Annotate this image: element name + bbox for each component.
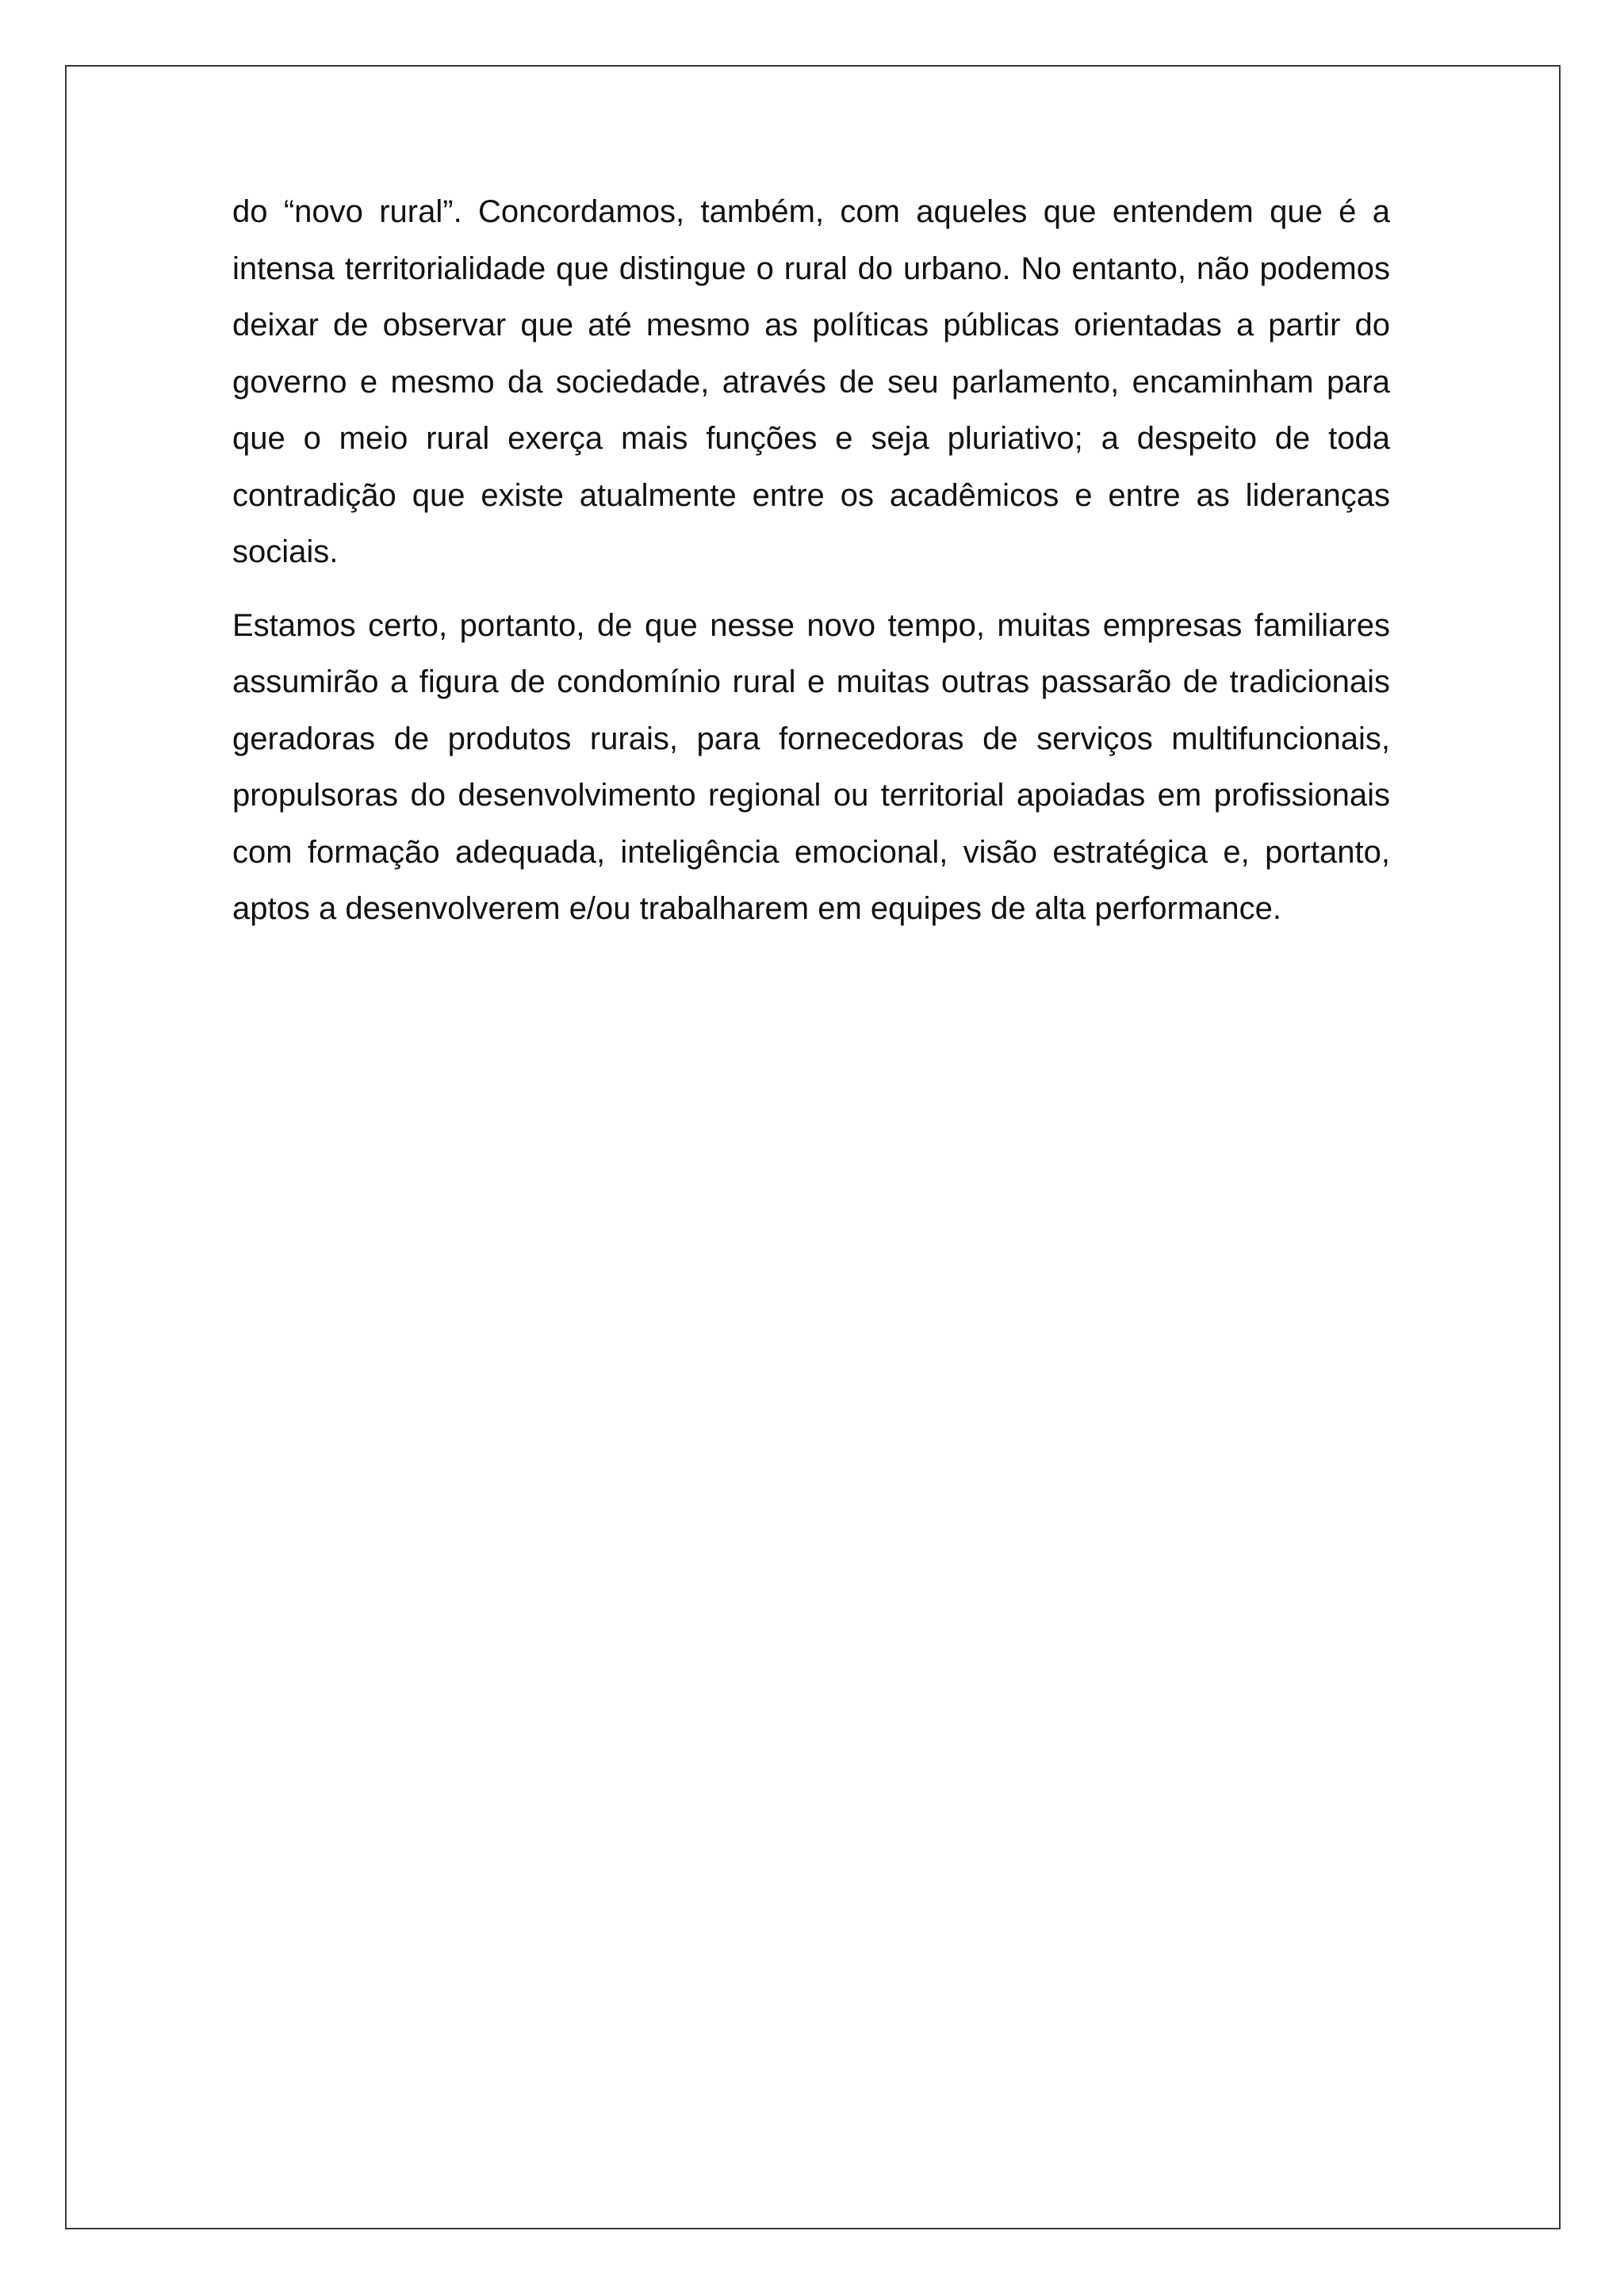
paragraph-1: do “novo rural”. Concordamos, também, com aqueles que entendem que é a intensa territorialidade que distingue o rural do urbano. No entanto, não podemos deixar de observar que até mesmo as políticas públicas orientadas a partir do governo e mesmo da sociedade, através de seu parlamento, encaminham para que o meio rural exerça mais funções e seja pluriativo; a despeito de toda contradição que existe atualmente entre os acadêmicos e entre as lideranças sociais. [232,194,1390,569]
document-body [232,184,1390,955]
paragraph-2: Estamos certo, portanto, de que nesse novo tempo, muitas empresas familiares assumirão a figura de condomínio rural e muitas outras passarão de tradicionais geradoras de produtos rurais, para fornecedoras de serviços multifuncionais, propulsoras do desenvolvimento regional ou territorial apoiadas em profissionais com formação adequada, inteligência emocional, visão estratégica e, portanto, aptos a desenvolverem e/ou trabalharem em equipes de alta performance. [232,607,1390,926]
